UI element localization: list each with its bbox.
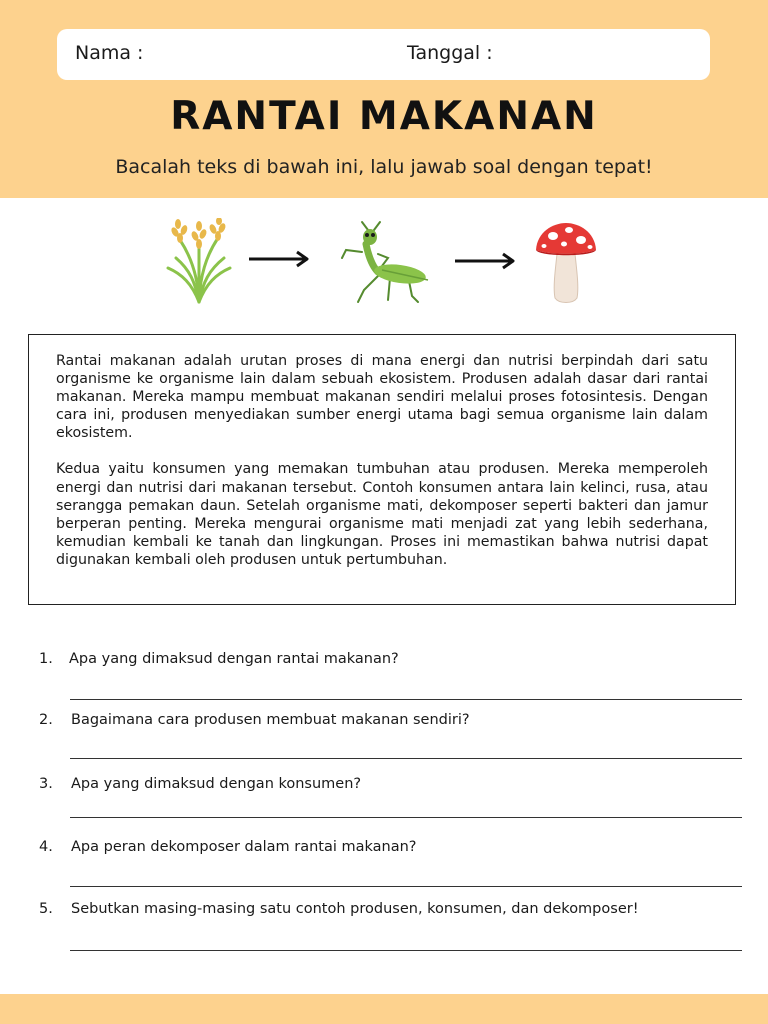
answer-line[interactable]	[70, 699, 742, 700]
answer-line[interactable]	[70, 758, 742, 759]
instructions-subtitle: Bacalah teks di bawah ini, lalu jawab soal dengan tepat!	[115, 156, 653, 178]
question-number: 5.	[39, 901, 53, 917]
answer-line[interactable]	[70, 817, 742, 818]
rice-plant-icon	[162, 218, 236, 304]
date-label: Tanggal :	[407, 42, 493, 64]
question-text: Bagaimana cara produsen membuat makanan sendiri?	[71, 712, 470, 728]
answer-line[interactable]	[70, 886, 742, 887]
name-label: Nama :	[75, 42, 144, 64]
question-text: Apa peran dekomposer dalam rantai makanan?	[71, 839, 417, 855]
mushroom-icon	[533, 220, 599, 306]
header-banner	[0, 0, 768, 198]
question-number: 4.	[39, 839, 53, 855]
reading-passage-box	[28, 334, 736, 605]
food-chain-illustration	[0, 210, 768, 305]
grasshopper-icon	[338, 220, 432, 304]
reading-paragraph: Kedua yaitu konsumen yang memakan tumbuhan atau produsen. Mereka memperoleh energi dan nutrisi dari makanan tersebut. Contoh konsumen antara lain kelinci, rusa, atau serangga pemakan daun. Setelah organisme mati, dekomposer seperti bakteri dan jamur berperan penting. Mereka mengurai organisme mati menjadi zat yang lebih sederhana, kemudian kembali ke tanah dan lingkungan. Proses ini memastikan bahwa nutrisi dapat digunakan kembali oleh produsen untuk pertumbuhan.	[56, 461, 708, 568]
arrow-right-icon	[453, 252, 519, 270]
arrow-right-icon	[247, 250, 313, 268]
question-text: Sebutkan masing-masing satu contoh produsen, konsumen, dan dekomposer!	[71, 901, 639, 917]
question-number: 3.	[39, 776, 53, 792]
question-number: 1.	[39, 651, 53, 667]
answer-line[interactable]	[70, 950, 742, 951]
question-number: 2.	[39, 712, 53, 728]
reading-paragraph: Rantai makanan adalah urutan proses di mana energi dan nutrisi berpindah dari satu organisme ke organisme lain dalam sebuah ekosistem. Produsen adalah dasar dari rantai makanan. Mereka mampu membuat makanan sendiri melalui proses fotosintesis. Dengan cara ini, produsen menyediakan sumber energi utama bagi semua organisme lain dalam ekosistem.	[56, 353, 708, 442]
page-title: RANTAI MAKANAN	[170, 94, 598, 139]
question-text: Apa yang dimaksud dengan konsumen?	[71, 776, 362, 792]
footer-bar	[0, 994, 768, 1024]
question-text: Apa yang dimaksud dengan rantai makanan?	[69, 651, 399, 667]
name-date-box[interactable]	[57, 29, 710, 80]
